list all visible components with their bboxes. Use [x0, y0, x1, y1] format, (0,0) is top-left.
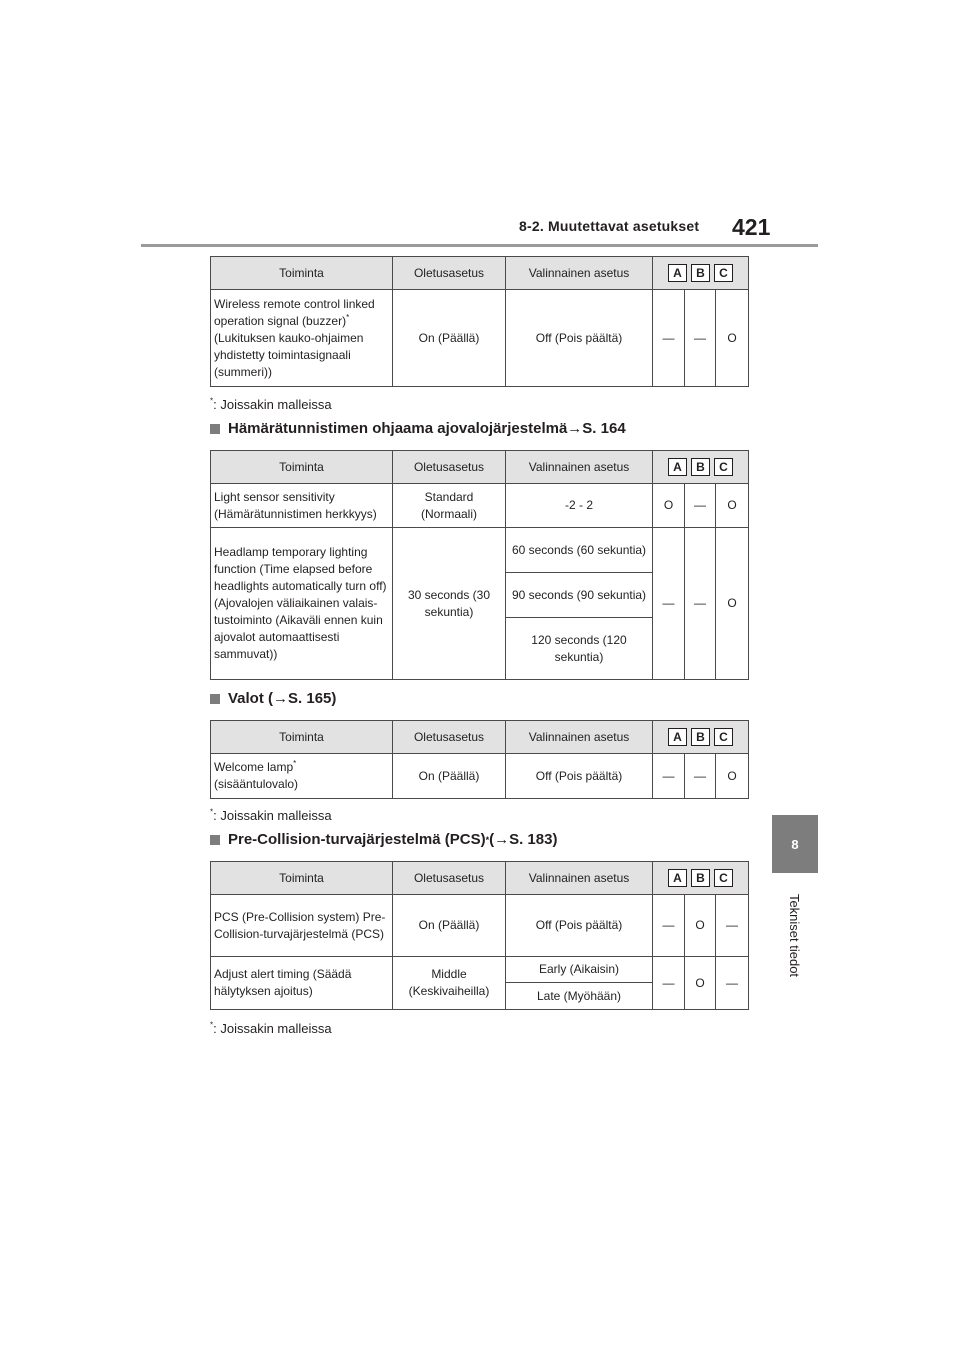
- section-heading-pcs: Pre-Collision-turvajärjestelmä (PCS) * (→S. 183): [210, 831, 557, 848]
- optional-cell: Off (Pois päältä): [506, 290, 653, 387]
- bullet-square-icon: [210, 424, 220, 434]
- box-b: B: [691, 264, 710, 282]
- footnote: *: Joissakin malleissa: [210, 807, 332, 823]
- a-cell: —: [653, 528, 685, 680]
- chapter-title: Tekniset tiedot: [787, 893, 803, 977]
- optional-cell: Early (Aikaisin): [506, 957, 653, 983]
- a-cell: —: [653, 895, 685, 957]
- page-number: 421: [732, 214, 771, 240]
- bullet-square-icon: [210, 835, 220, 845]
- optional-cell: 90 seconds (90 sekuntia): [506, 573, 653, 618]
- a-cell: O: [653, 484, 685, 528]
- c-cell: O: [716, 290, 749, 387]
- col-abc: [653, 721, 749, 754]
- col-optional: Valinnainen asetus: [506, 862, 653, 895]
- table-header: [211, 862, 749, 895]
- b-cell: —: [685, 290, 716, 387]
- col-abc: [653, 862, 749, 895]
- col-default: Oletusasetus: [393, 451, 506, 484]
- footnote: *: Joissakin malleissa: [210, 1020, 332, 1036]
- function-cell: Welcome lamp* (sisääntulovalo): [211, 754, 393, 799]
- box-b: B: [691, 869, 710, 887]
- col-default: Oletusasetus: [393, 721, 506, 754]
- optional-cell: Off (Pois päältä): [506, 754, 653, 799]
- b-cell: —: [685, 484, 716, 528]
- table-row: [211, 895, 749, 957]
- optional-cell: Late (Myöhään): [506, 983, 653, 1010]
- table-header: [211, 721, 749, 754]
- function-cell: PCS (Pre-Collision system) Pre-Collision-turvajärjestelmä (PCS): [211, 895, 393, 957]
- b-cell: —: [685, 528, 716, 680]
- function-cell: Headlamp temporary lighting function (Time elapsed before headlights automatically turn off) (Ajovalojen väliaikainen valais-tustoiminto (Aikaväli ennen kuin ajovalot automaattisesti sammuvat)): [211, 528, 393, 680]
- col-default: Oletusasetus: [393, 257, 506, 290]
- c-cell: O: [716, 754, 749, 799]
- table-header: [211, 257, 749, 290]
- box-c: C: [714, 264, 733, 282]
- default-cell: Standard (Normaali): [393, 484, 506, 528]
- table-row: [211, 290, 749, 387]
- chapter-side-label: [783, 885, 807, 985]
- table-row: [211, 754, 749, 799]
- box-b: B: [691, 458, 710, 476]
- c-cell: O: [716, 528, 749, 680]
- c-cell: O: [716, 484, 749, 528]
- settings-table-buzzer: [210, 256, 749, 387]
- default-cell: On (Päällä): [393, 290, 506, 387]
- col-function: Toiminta: [211, 451, 393, 484]
- default-cell: Middle (Keskivaiheilla): [393, 957, 506, 1010]
- table-row: [211, 528, 749, 573]
- b-cell: —: [685, 754, 716, 799]
- b-cell: O: [685, 895, 716, 957]
- a-cell: —: [653, 957, 685, 1010]
- box-a: A: [668, 728, 687, 746]
- col-function: Toiminta: [211, 257, 393, 290]
- chapter-tab: [772, 815, 818, 873]
- box-b: B: [691, 728, 710, 746]
- col-default: Oletusasetus: [393, 862, 506, 895]
- section-title: 8-2. Muutettavat asetukset: [519, 218, 700, 234]
- box-a: A: [668, 458, 687, 476]
- a-cell: —: [653, 754, 685, 799]
- col-optional: Valinnainen asetus: [506, 257, 653, 290]
- optional-cell: 120 seconds (120 sekuntia): [506, 618, 653, 680]
- bullet-square-icon: [210, 694, 220, 704]
- optional-cell: Off (Pois päältä): [506, 895, 653, 957]
- table-header: [211, 451, 749, 484]
- footnote: *: Joissakin malleissa: [210, 396, 332, 412]
- col-function: Toiminta: [211, 721, 393, 754]
- box-a: A: [668, 869, 687, 887]
- col-optional: Valinnainen asetus: [506, 721, 653, 754]
- box-c: C: [714, 869, 733, 887]
- col-optional: Valinnainen asetus: [506, 451, 653, 484]
- section-heading-lights: Valot (→S. 165): [210, 690, 336, 707]
- settings-table-pcs: [210, 861, 749, 1010]
- c-cell: —: [716, 957, 749, 1010]
- function-cell: Adjust alert timing (Säädä hälytyksen ajoitus): [211, 957, 393, 1010]
- header-rule: [141, 244, 818, 247]
- box-c: C: [714, 458, 733, 476]
- col-function: Toiminta: [211, 862, 393, 895]
- default-cell: On (Päällä): [393, 754, 506, 799]
- table-row: [211, 484, 749, 528]
- table-row: [211, 957, 749, 983]
- a-cell: —: [653, 290, 685, 387]
- section-heading-light-sensor: Hämärätunnistimen ohjaama ajovalojärjestelmä→S. 164: [210, 420, 626, 437]
- box-c: C: [714, 728, 733, 746]
- box-a: A: [668, 264, 687, 282]
- chapter-number: 8: [791, 836, 799, 852]
- default-cell: On (Päällä): [393, 895, 506, 957]
- col-abc: [653, 257, 749, 290]
- col-abc: [653, 451, 749, 484]
- function-cell: Light sensor sensitivity (Hämärätunnistimen herkkyys): [211, 484, 393, 528]
- optional-cell: 60 seconds (60 sekuntia): [506, 528, 653, 573]
- optional-cell: -2 - 2: [506, 484, 653, 528]
- default-cell: 30 seconds (30 sekuntia): [393, 528, 506, 680]
- c-cell: —: [716, 895, 749, 957]
- b-cell: O: [685, 957, 716, 1010]
- settings-table-lights: [210, 720, 749, 799]
- settings-table-light-sensor: [210, 450, 749, 680]
- function-cell: Wireless remote control linked operation signal (buzzer)* (Lukituksen kauko-ohjaimen yhdistetty toimintasignaali (summeri)): [211, 290, 393, 387]
